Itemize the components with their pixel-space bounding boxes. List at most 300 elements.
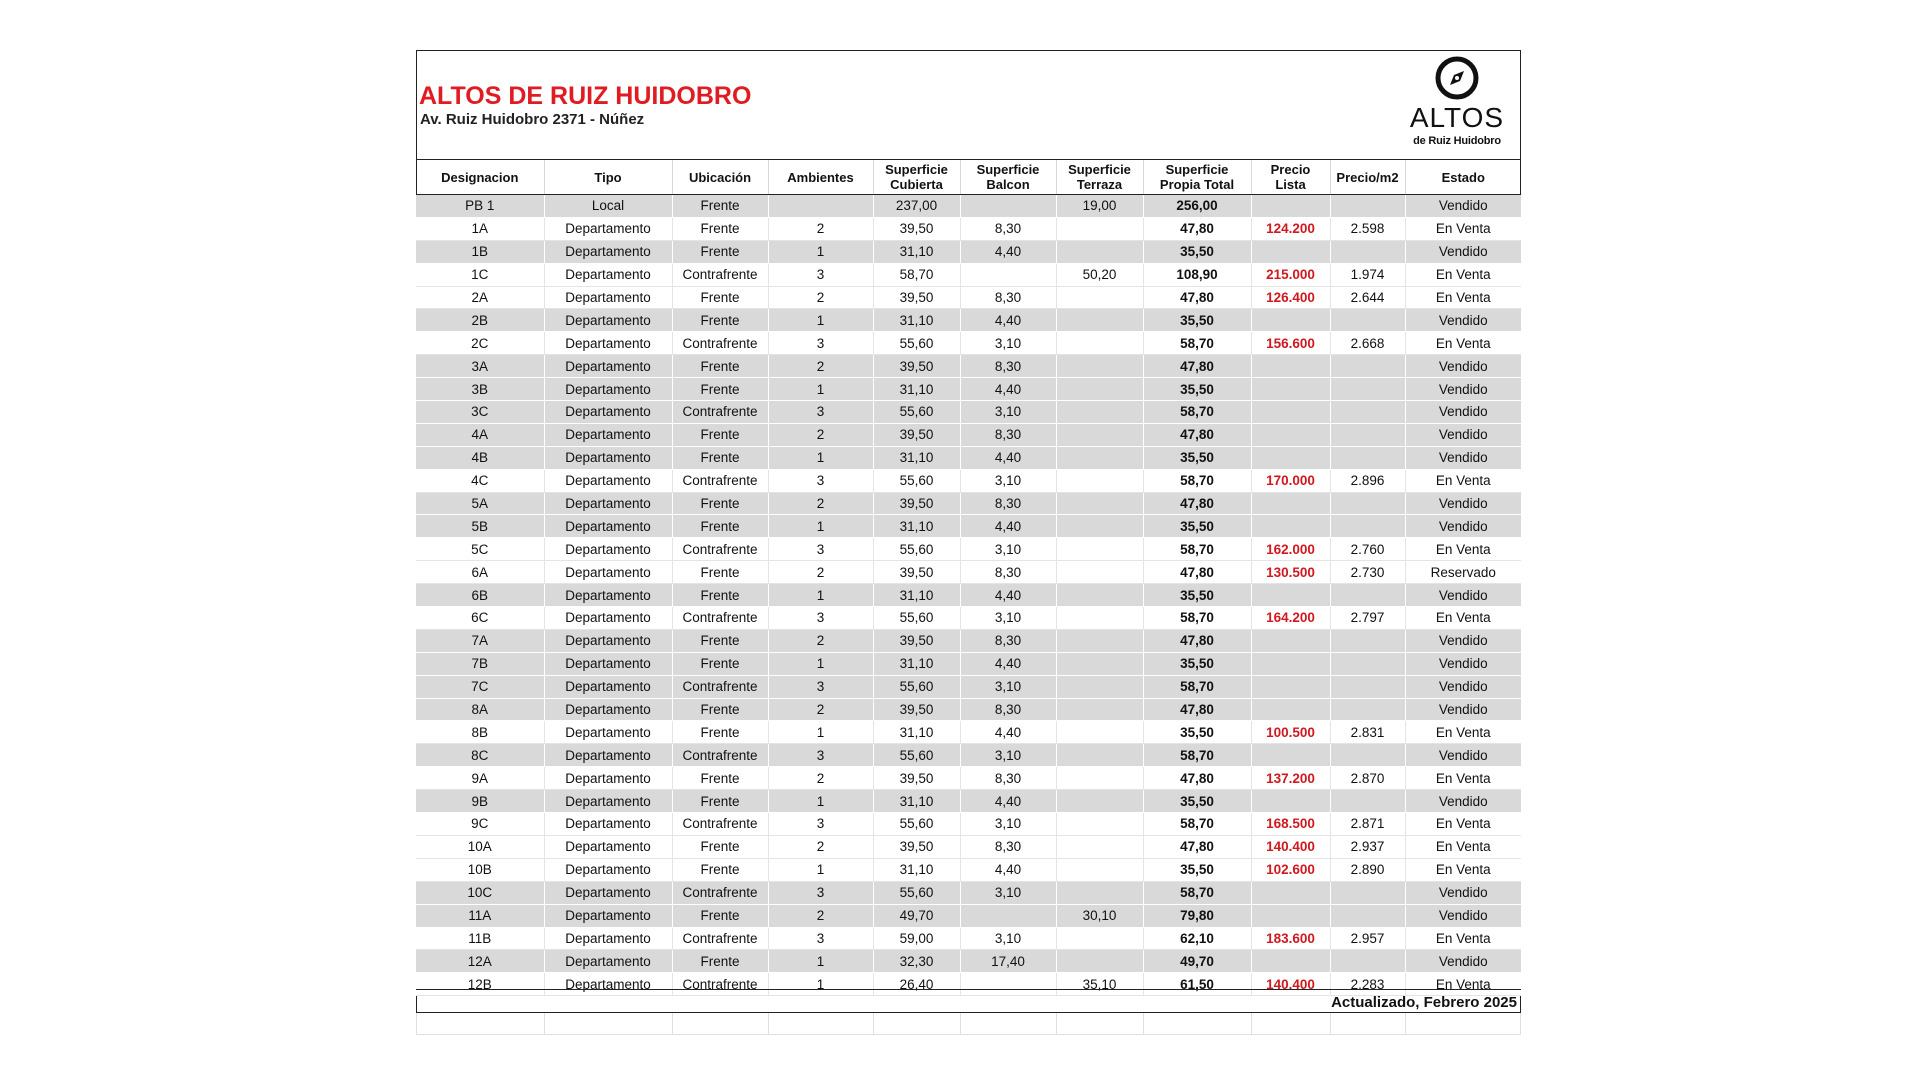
cell-sup-cubierta: 55,60: [873, 675, 960, 698]
cell-tipo: Departamento: [544, 332, 672, 355]
cell-ubicacion: Frente: [672, 790, 768, 813]
cell-sup-cubierta: 39,50: [873, 835, 960, 858]
table-row: [416, 675, 1521, 698]
cell-tipo: Departamento: [544, 561, 672, 584]
cell-ambientes: 1: [768, 309, 873, 332]
cell-estado: En Venta: [1405, 469, 1521, 492]
cell-tipo: Departamento: [544, 904, 672, 927]
cell-ambientes: 2: [768, 904, 873, 927]
cell-ambientes: 1: [768, 858, 873, 881]
cell-designacion: 8B: [416, 721, 544, 744]
cell-ambientes: 3: [768, 538, 873, 561]
cell-ubicacion: Contrafrente: [672, 263, 768, 286]
cell-precio-lista: [1251, 423, 1330, 446]
cell-designacion: 2A: [416, 286, 544, 309]
cell-designacion: 10B: [416, 858, 544, 881]
cell-estado: Vendido: [1405, 950, 1521, 973]
cell-sup-balcon: 4,40: [960, 721, 1056, 744]
cell-sup-total: 256,00: [1143, 195, 1251, 218]
cell-designacion: 9B: [416, 790, 544, 813]
table-row: [416, 309, 1521, 332]
cell-precio-m2: [1330, 744, 1405, 767]
table-row: [416, 355, 1521, 378]
cell-tipo: Departamento: [544, 492, 672, 515]
cell-sup-terraza: [1056, 858, 1143, 881]
cell-precio-lista: 168.500: [1251, 813, 1330, 836]
cell-sup-cubierta: 31,10: [873, 584, 960, 607]
cell-estado: Vendido: [1405, 515, 1521, 538]
cell-ubicacion: Contrafrente: [672, 332, 768, 355]
cell-sup-cubierta: 31,10: [873, 240, 960, 263]
cell-designacion: PB 1: [416, 195, 544, 218]
cell-sup-terraza: [1056, 927, 1143, 950]
table-row: [416, 469, 1521, 492]
cell-sup-cubierta: 39,50: [873, 492, 960, 515]
cell-ubicacion: Frente: [672, 217, 768, 240]
cell-sup-total: 47,80: [1143, 561, 1251, 584]
cell-precio-m2: 2.730: [1330, 561, 1405, 584]
table-row: [416, 652, 1521, 675]
building-address: Av. Ruiz Huidobro 2371 - Núñez: [420, 111, 645, 128]
cell-tipo: Departamento: [544, 835, 672, 858]
cell-ambientes: 3: [768, 469, 873, 492]
cell-designacion: 11B: [416, 927, 544, 950]
column-header-designacion: Designacion: [416, 160, 544, 195]
cell-precio-m2: [1330, 355, 1405, 378]
cell-precio-m2: [1330, 652, 1405, 675]
cell-sup-balcon: 8,30: [960, 835, 1056, 858]
cell-sup-terraza: [1056, 469, 1143, 492]
cell-sup-cubierta: 31,10: [873, 309, 960, 332]
cell-ambientes: 2: [768, 698, 873, 721]
cell-sup-total: 58,70: [1143, 881, 1251, 904]
cell-precio-m2: [1330, 446, 1405, 469]
column-header-sup-balcon: Superficie Balcon: [960, 160, 1056, 195]
cell-tipo: Departamento: [544, 881, 672, 904]
cell-tipo: Departamento: [544, 469, 672, 492]
cell-ambientes: 1: [768, 973, 873, 996]
cell-sup-cubierta: 39,50: [873, 561, 960, 584]
cell-sup-total: 79,80: [1143, 904, 1251, 927]
cell-estado: Vendido: [1405, 881, 1521, 904]
cell-ubicacion: Frente: [672, 652, 768, 675]
cell-precio-lista: [1251, 515, 1330, 538]
price-list-sheet: [416, 50, 1521, 1040]
cell-sup-total: 58,70: [1143, 607, 1251, 630]
empty-grid-row: [416, 1013, 1521, 1035]
cell-estado: En Venta: [1405, 217, 1521, 240]
column-header-sup-terraza: Superficie Terraza: [1056, 160, 1143, 195]
table-row: [416, 286, 1521, 309]
cell-ambientes: 2: [768, 492, 873, 515]
cell-tipo: Departamento: [544, 813, 672, 836]
table-row: [416, 973, 1521, 996]
cell-tipo: Departamento: [544, 698, 672, 721]
cell-designacion: 2B: [416, 309, 544, 332]
cell-precio-m2: [1330, 950, 1405, 973]
cell-precio-lista: [1251, 240, 1330, 263]
cell-sup-total: 35,50: [1143, 721, 1251, 744]
cell-designacion: 12A: [416, 950, 544, 973]
cell-precio-lista: 164.200: [1251, 607, 1330, 630]
cell-designacion: 8A: [416, 698, 544, 721]
cell-estado: En Venta: [1405, 332, 1521, 355]
cell-designacion: 1C: [416, 263, 544, 286]
cell-designacion: 5B: [416, 515, 544, 538]
cell-sup-total: 35,50: [1143, 584, 1251, 607]
cell-sup-total: 47,80: [1143, 629, 1251, 652]
compass-logo-icon: [1402, 56, 1512, 104]
cell-precio-m2: [1330, 492, 1405, 515]
cell-estado: En Venta: [1405, 858, 1521, 881]
cell-ubicacion: Frente: [672, 423, 768, 446]
cell-ambientes: 1: [768, 446, 873, 469]
cell-designacion: 11A: [416, 904, 544, 927]
cell-sup-terraza: 50,20: [1056, 263, 1143, 286]
cell-ubicacion: Frente: [672, 355, 768, 378]
cell-precio-lista: 140.400: [1251, 973, 1330, 996]
cell-sup-terraza: 19,00: [1056, 195, 1143, 218]
cell-ubicacion: Contrafrente: [672, 813, 768, 836]
cell-ubicacion: Frente: [672, 286, 768, 309]
cell-sup-terraza: [1056, 835, 1143, 858]
cell-sup-terraza: [1056, 378, 1143, 401]
cell-sup-total: 47,80: [1143, 492, 1251, 515]
cell-ubicacion: Contrafrente: [672, 675, 768, 698]
cell-tipo: Departamento: [544, 217, 672, 240]
cell-estado: Vendido: [1405, 492, 1521, 515]
cell-precio-m2: [1330, 629, 1405, 652]
cell-estado: Vendido: [1405, 401, 1521, 424]
cell-sup-total: 35,50: [1143, 790, 1251, 813]
cell-sup-total: 35,50: [1143, 652, 1251, 675]
cell-sup-balcon: 4,40: [960, 584, 1056, 607]
cell-tipo: Departamento: [544, 858, 672, 881]
cell-precio-lista: 102.600: [1251, 858, 1330, 881]
cell-sup-total: 58,70: [1143, 538, 1251, 561]
cell-sup-cubierta: 39,50: [873, 355, 960, 378]
cell-ambientes: 1: [768, 790, 873, 813]
cell-ambientes: 3: [768, 813, 873, 836]
cell-sup-balcon: 3,10: [960, 881, 1056, 904]
table-row: [416, 561, 1521, 584]
cell-designacion: 2C: [416, 332, 544, 355]
column-header-estado: Estado: [1405, 160, 1521, 195]
column-header-sup-cubierta: Superficie Cubierta: [873, 160, 960, 195]
cell-precio-m2: 1.974: [1330, 263, 1405, 286]
cell-ambientes: 3: [768, 332, 873, 355]
cell-ubicacion: Frente: [672, 195, 768, 218]
cell-sup-balcon: 8,30: [960, 286, 1056, 309]
cell-sup-terraza: [1056, 767, 1143, 790]
cell-tipo: Departamento: [544, 675, 672, 698]
cell-tipo: Departamento: [544, 629, 672, 652]
cell-designacion: 3C: [416, 401, 544, 424]
cell-designacion: 12B: [416, 973, 544, 996]
cell-tipo: Departamento: [544, 744, 672, 767]
cell-ambientes: 3: [768, 927, 873, 950]
cell-precio-m2: 2.890: [1330, 858, 1405, 881]
cell-designacion: 4B: [416, 446, 544, 469]
cell-estado: Vendido: [1405, 652, 1521, 675]
table-row: [416, 927, 1521, 950]
table-row: [416, 698, 1521, 721]
cell-designacion: 7C: [416, 675, 544, 698]
cell-designacion: 1B: [416, 240, 544, 263]
cell-ubicacion: Frente: [672, 629, 768, 652]
table-row: [416, 492, 1521, 515]
cell-sup-terraza: [1056, 881, 1143, 904]
cell-sup-cubierta: 39,50: [873, 698, 960, 721]
cell-sup-terraza: [1056, 538, 1143, 561]
cell-estado: En Venta: [1405, 973, 1521, 996]
cell-sup-balcon: 3,10: [960, 675, 1056, 698]
cell-precio-lista: [1251, 492, 1330, 515]
cell-sup-terraza: [1056, 629, 1143, 652]
cell-tipo: Departamento: [544, 721, 672, 744]
cell-sup-balcon: 8,30: [960, 698, 1056, 721]
cell-sup-balcon: 8,30: [960, 561, 1056, 584]
table-row: [416, 584, 1521, 607]
cell-estado: Vendido: [1405, 195, 1521, 218]
cell-precio-m2: [1330, 904, 1405, 927]
cell-ambientes: 1: [768, 950, 873, 973]
cell-tipo: Departamento: [544, 263, 672, 286]
cell-sup-terraza: 35,10: [1056, 973, 1143, 996]
cell-sup-balcon: 8,30: [960, 492, 1056, 515]
cell-sup-terraza: [1056, 652, 1143, 675]
cell-estado: En Venta: [1405, 538, 1521, 561]
cell-precio-m2: [1330, 881, 1405, 904]
cell-sup-terraza: [1056, 721, 1143, 744]
cell-tipo: Departamento: [544, 355, 672, 378]
altos-logo: [1402, 56, 1512, 150]
cell-tipo: Departamento: [544, 767, 672, 790]
cell-tipo: Departamento: [544, 446, 672, 469]
cell-sup-total: 35,50: [1143, 378, 1251, 401]
cell-sup-terraza: [1056, 240, 1143, 263]
cell-precio-lista: [1251, 652, 1330, 675]
cell-sup-balcon: 3,10: [960, 332, 1056, 355]
cell-sup-total: 47,80: [1143, 767, 1251, 790]
table-row: [416, 263, 1521, 286]
cell-estado: En Venta: [1405, 286, 1521, 309]
cell-sup-terraza: [1056, 584, 1143, 607]
cell-precio-lista: 100.500: [1251, 721, 1330, 744]
cell-sup-cubierta: 31,10: [873, 446, 960, 469]
cell-ubicacion: Frente: [672, 492, 768, 515]
cell-sup-total: 58,70: [1143, 332, 1251, 355]
cell-estado: En Venta: [1405, 263, 1521, 286]
cell-precio-m2: [1330, 675, 1405, 698]
cell-sup-total: 62,10: [1143, 927, 1251, 950]
cell-precio-m2: [1330, 515, 1405, 538]
cell-sup-terraza: [1056, 423, 1143, 446]
cell-sup-balcon: 3,10: [960, 744, 1056, 767]
cell-precio-m2: [1330, 309, 1405, 332]
cell-sup-cubierta: 237,00: [873, 195, 960, 218]
cell-ubicacion: Frente: [672, 721, 768, 744]
cell-sup-cubierta: 55,60: [873, 401, 960, 424]
column-header-tipo: Tipo: [544, 160, 672, 195]
cell-ubicacion: Frente: [672, 309, 768, 332]
cell-sup-cubierta: 39,50: [873, 217, 960, 240]
cell-sup-balcon: 3,10: [960, 813, 1056, 836]
cell-precio-lista: 183.600: [1251, 927, 1330, 950]
footer-divider: [416, 989, 1521, 990]
cell-designacion: 3A: [416, 355, 544, 378]
cell-ambientes: 1: [768, 584, 873, 607]
cell-ambientes: [768, 195, 873, 218]
cell-precio-lista: [1251, 675, 1330, 698]
cell-estado: Vendido: [1405, 584, 1521, 607]
cell-precio-lista: [1251, 629, 1330, 652]
column-header-precio-lista: Precio Lista: [1251, 160, 1330, 195]
cell-sup-balcon: 8,30: [960, 629, 1056, 652]
cell-tipo: Local: [544, 195, 672, 218]
cell-sup-total: 47,80: [1143, 835, 1251, 858]
cell-designacion: 10C: [416, 881, 544, 904]
cell-tipo: Departamento: [544, 652, 672, 675]
cell-sup-balcon: 8,30: [960, 767, 1056, 790]
cell-precio-lista: [1251, 446, 1330, 469]
cell-sup-total: 35,50: [1143, 240, 1251, 263]
table-row: [416, 881, 1521, 904]
cell-sup-terraza: [1056, 332, 1143, 355]
cell-sup-terraza: [1056, 446, 1143, 469]
cell-precio-lista: [1251, 790, 1330, 813]
cell-sup-total: 58,70: [1143, 469, 1251, 492]
cell-sup-balcon: [960, 973, 1056, 996]
cell-ubicacion: Contrafrente: [672, 881, 768, 904]
cell-designacion: 6C: [416, 607, 544, 630]
cell-precio-lista: [1251, 950, 1330, 973]
cell-ambientes: 2: [768, 561, 873, 584]
table-row: [416, 515, 1521, 538]
cell-ubicacion: Frente: [672, 561, 768, 584]
cell-sup-balcon: 4,40: [960, 446, 1056, 469]
cell-tipo: Departamento: [544, 378, 672, 401]
cell-precio-lista: [1251, 881, 1330, 904]
cell-sup-balcon: [960, 904, 1056, 927]
cell-designacion: 9A: [416, 767, 544, 790]
cell-designacion: 7B: [416, 652, 544, 675]
cell-ubicacion: Frente: [672, 378, 768, 401]
cell-ubicacion: Frente: [672, 240, 768, 263]
cell-estado: Vendido: [1405, 629, 1521, 652]
cell-precio-lista: [1251, 584, 1330, 607]
cell-ambientes: 3: [768, 744, 873, 767]
cell-estado: Reservado: [1405, 561, 1521, 584]
cell-precio-m2: [1330, 584, 1405, 607]
table-row: [416, 195, 1521, 218]
cell-designacion: 5A: [416, 492, 544, 515]
cell-sup-terraza: [1056, 698, 1143, 721]
cell-precio-lista: [1251, 744, 1330, 767]
table-row: [416, 835, 1521, 858]
cell-ubicacion: Frente: [672, 698, 768, 721]
table-row: [416, 767, 1521, 790]
cell-estado: Vendido: [1405, 378, 1521, 401]
cell-sup-cubierta: 31,10: [873, 515, 960, 538]
cell-sup-balcon: 3,10: [960, 607, 1056, 630]
cell-sup-cubierta: 58,70: [873, 263, 960, 286]
table-row: [416, 378, 1521, 401]
cell-sup-balcon: 3,10: [960, 538, 1056, 561]
cell-ubicacion: Contrafrente: [672, 973, 768, 996]
cell-sup-cubierta: 49,70: [873, 904, 960, 927]
cell-sup-terraza: [1056, 813, 1143, 836]
cell-sup-cubierta: 31,10: [873, 858, 960, 881]
cell-ambientes: 1: [768, 652, 873, 675]
cell-tipo: Departamento: [544, 240, 672, 263]
cell-sup-cubierta: 55,60: [873, 469, 960, 492]
table-header-row: [416, 160, 1521, 195]
cell-estado: Vendido: [1405, 309, 1521, 332]
cell-sup-terraza: [1056, 355, 1143, 378]
column-header-ubicacion: Ubicación: [672, 160, 768, 195]
cell-sup-terraza: [1056, 515, 1143, 538]
cell-sup-balcon: [960, 195, 1056, 218]
cell-tipo: Departamento: [544, 927, 672, 950]
table-row: [416, 607, 1521, 630]
cell-sup-terraza: [1056, 286, 1143, 309]
cell-precio-lista: 126.400: [1251, 286, 1330, 309]
cell-estado: Vendido: [1405, 355, 1521, 378]
cell-sup-terraza: [1056, 675, 1143, 698]
table-row: [416, 721, 1521, 744]
cell-precio-m2: [1330, 378, 1405, 401]
column-header-precio-m2: Precio/m2: [1330, 160, 1405, 195]
cell-sup-balcon: 4,40: [960, 378, 1056, 401]
cell-sup-total: 47,80: [1143, 217, 1251, 240]
table-row: [416, 401, 1521, 424]
table-row: [416, 332, 1521, 355]
cell-estado: Vendido: [1405, 698, 1521, 721]
cell-ambientes: 1: [768, 240, 873, 263]
cell-estado: Vendido: [1405, 744, 1521, 767]
table-row: [416, 950, 1521, 973]
cell-sup-balcon: 17,40: [960, 950, 1056, 973]
cell-sup-balcon: 4,40: [960, 858, 1056, 881]
column-header-sup-total: Superficie Propia Total: [1143, 160, 1251, 195]
cell-precio-lista: 124.200: [1251, 217, 1330, 240]
cell-sup-total: 58,70: [1143, 813, 1251, 836]
cell-ambientes: 3: [768, 607, 873, 630]
cell-sup-terraza: [1056, 607, 1143, 630]
cell-sup-terraza: [1056, 790, 1143, 813]
cell-precio-m2: 2.644: [1330, 286, 1405, 309]
table-row: [416, 904, 1521, 927]
cell-ambientes: 2: [768, 217, 873, 240]
cell-tipo: Departamento: [544, 423, 672, 446]
cell-sup-total: 108,90: [1143, 263, 1251, 286]
cell-precio-lista: [1251, 698, 1330, 721]
cell-precio-lista: 162.000: [1251, 538, 1330, 561]
cell-tipo: Departamento: [544, 515, 672, 538]
cell-sup-cubierta: 39,50: [873, 767, 960, 790]
cell-precio-lista: 170.000: [1251, 469, 1330, 492]
cell-sup-balcon: 3,10: [960, 401, 1056, 424]
cell-precio-lista: [1251, 355, 1330, 378]
cell-sup-balcon: 8,30: [960, 355, 1056, 378]
cell-precio-m2: 2.957: [1330, 927, 1405, 950]
cell-designacion: 1A: [416, 217, 544, 240]
table-row: [416, 744, 1521, 767]
cell-ubicacion: Frente: [672, 904, 768, 927]
cell-sup-cubierta: 39,50: [873, 629, 960, 652]
cell-estado: En Venta: [1405, 835, 1521, 858]
